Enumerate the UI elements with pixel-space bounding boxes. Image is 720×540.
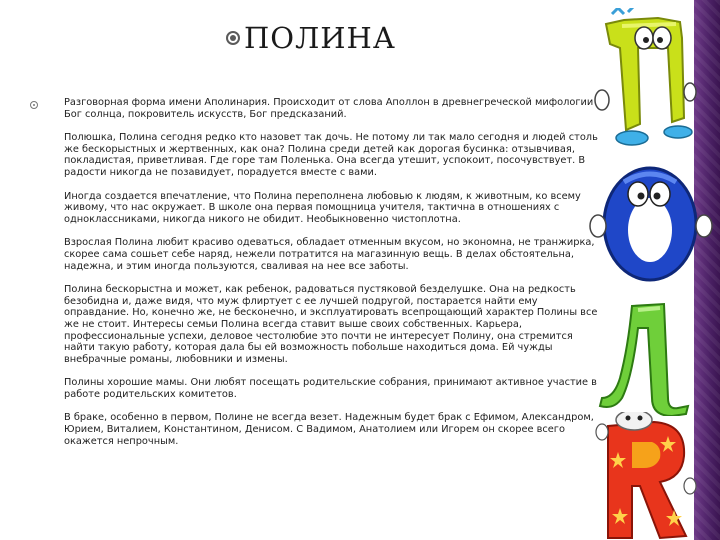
- paragraph-mothers: Полины хорошие мамы. Они любят посещать родительские собрания, принимают активное участие в работе родительских комитетов.: [64, 377, 597, 400]
- paragraph-marriage: В браке, особенно в первом, Полине не всегда везет. Надежным будет брак с Ефимом, Александром, Юрием, Виталием, Константином, Денисом. С Вадимом, Анатолием или Игорем он скорее всего окажется непрочным.: [64, 412, 594, 447]
- letter-o-icon: [588, 160, 714, 290]
- body-text: [64, 97, 600, 459]
- letter-p-icon: [588, 8, 698, 158]
- title-bullet-icon: [226, 31, 240, 45]
- paragraph-school: Иногда создается впечатление, что Полина переполнена любовью к людям, к животным, ко всему живому, что нас окружает. В школе она первая помощница учителя, тактична в отношениях с одноклассниками, никогда никого не обидит. Необыкновенно чистоплотна.: [64, 190, 581, 225]
- slide-title: [226, 16, 396, 60]
- letter-ya-icon: [594, 412, 698, 540]
- paragraph-origin: Разговорная форма имени Аполинария. Происходит от слова Аполлон в древнегреческой мифологии Бог солнца, покровитель искусств, Бог предсказаний.: [64, 97, 594, 120]
- paragraph-adult: Взрослая Полина любит красиво одеваться, обладает отменным вкусом, но экономна, не транжирка, скорее сама сошьет себе наряд, нежели потратится на магазинную вещь. В делах обстоятельна, надежна, и этим иногда пользуются, сваливая на нее все заботы.: [64, 237, 595, 272]
- body-bullet-icon: [30, 101, 38, 109]
- paragraph-character: Полина бескорыстна и может, как ребенок, радоваться пустяковой безделушке. Она на редкость безобидна и, даже видя, что муж флиртует с ее лучшей подругой, постарается найти ему оправдание. Но, конечно же, не бесконечно, и эксплуатировать всепрощающий характер Полины все же не стоит. Интересы семьи Полина всегда ставит выше своих собственных. Карьера, профессиональные успехи, деловое честолюбие это почти не интересует Полину, она стремится найти такую работу, которая дала бы ей возможность побольше находиться дома. Ей чужды внебрачные романы, любовники и измены.: [64, 284, 598, 365]
- title-text: ПОЛИНА: [244, 21, 396, 55]
- letter-l-icon: [592, 298, 698, 416]
- paragraph-childhood: Полюшка, Полина сегодня редко кто назовет так дочь. Не потому ли так мало сегодня и людей столь же бескорыстных и жертвенных, как она? Полина среди детей как дорогая бусинка: отзывчивая, покладистая, приветливая. Где горе там Поленька. Она всегда утешит, успокоит, посочувствует. В радости никогда не позавидует, порадуется вместе с вами.: [64, 132, 598, 178]
